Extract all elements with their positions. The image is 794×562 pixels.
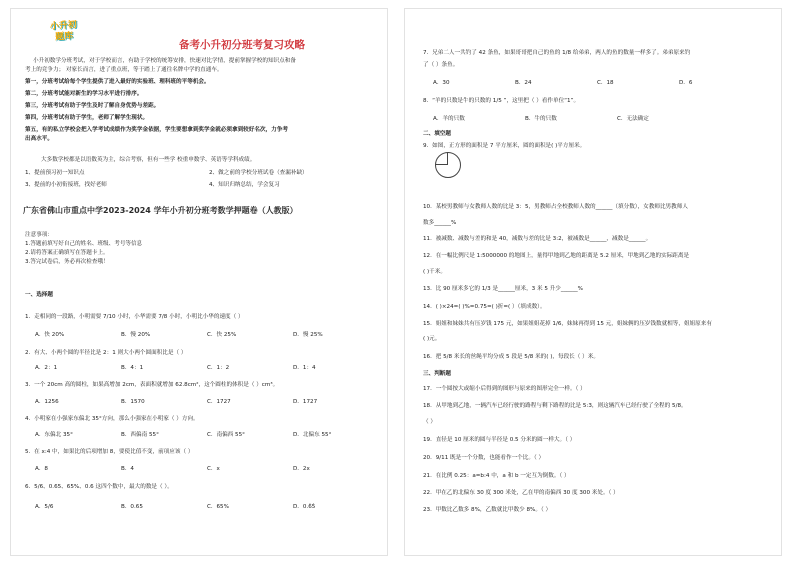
point-5-cont: 出高水平。 [25, 136, 53, 142]
q4-option-b: B．西偏南 55° [121, 432, 159, 438]
q2-option-c: C．1：2 [207, 365, 230, 371]
page-left [10, 8, 388, 556]
q1-option-c: C．快 25% [207, 332, 237, 338]
q7-option-a: A．30 [433, 80, 450, 86]
publisher-logo: 小升初 题库 [49, 20, 78, 43]
q6-option-b: B．0.65 [121, 504, 143, 510]
question-23: 23．甲数比乙数多 8%，乙数就比甲数少 8%。（ ） [423, 507, 552, 513]
page-right [404, 8, 782, 556]
tip-2: 2、做之前的学校分班试卷（查漏补缺） [209, 170, 308, 176]
tip-3: 3、提前的小初衔接班，找好老师 [25, 182, 107, 188]
question-2: 2．有大、小两个圆的半径比是 2：1 则大小两个圆面积比是（ ） [25, 350, 187, 356]
question-3: 3．一个 20cm 高的圆柱，如果高增加 2cm，表面积就增加 62.8cm²，这个圆柱的体积是（ ）cm³。 [25, 382, 279, 388]
question-8: 8．“羊的只数是牛的只数的 1/5 ”，这里把（ ）看作单位“1”。 [423, 98, 580, 104]
q8-option-c: C．无法确定 [617, 116, 649, 122]
q5-option-d: D．2x [293, 466, 310, 472]
q3-option-c: C．1727 [207, 399, 231, 405]
point-5: 第五，有的私立学校会把入学考试成绩作为奖学金依据，学生要想拿到奖学金就必须拿到较好名次，力争考 [25, 127, 288, 133]
q4-option-a: A．东偏北 35° [35, 432, 73, 438]
q3-option-b: B．1570 [121, 399, 145, 405]
inner-square-figure [435, 152, 448, 165]
notice-1: 1.答题前填写好自己的姓名、班级、考号等信息 [25, 241, 143, 247]
q8-option-b: B．牛的只数 [525, 116, 557, 122]
tip-4: 4、知识归纳总结，学会复习 [209, 182, 280, 188]
notice-3: 3.答完试卷后，务必再次检查哦！ [25, 259, 109, 265]
section-fill: 二、填空题 [423, 131, 451, 137]
section-judge: 三、判断题 [423, 371, 451, 377]
question-21: 21．在比例 0.25：a=b:4 中，a 和 b 一定互为倒数。（ ） [423, 473, 570, 479]
question-4: 4．小明家在小强家东偏北 35°方向，那么小强家在小明家（ ）方向。 [25, 416, 199, 422]
guide-title: 备考小升初分班考复习攻略 [179, 39, 305, 51]
q7-option-d: D．6 [679, 80, 693, 86]
point-1: 第一，分班考试给每个学生提供了进入最好的实验班、理科班的平等机会。 [25, 79, 210, 85]
question-14: 14．( )×24=( )%=0.75=( )折=( ）（填成数）。 [423, 304, 546, 310]
q7-option-b: B．24 [515, 80, 532, 86]
question-10-cont: 数多______% [423, 220, 457, 226]
question-6: 6．5/6、0.65、65%、0.6 这四个数中，最大的数是（ ）。 [25, 484, 173, 490]
question-18-cont: （ ） [423, 419, 436, 425]
notice-heading: 注意事项： [25, 232, 53, 238]
q2-option-d: D．1：4 [293, 365, 316, 371]
section-choice: 一、选择题 [25, 292, 53, 298]
q2-option-a: A．2：1 [35, 365, 58, 371]
q8-option-a: A．羊的只数 [433, 116, 465, 122]
question-5: 5．在 x:4 中，如果比的后项增加 8，要使比值不变，前项应该（ ） [25, 449, 194, 455]
point-4: 第四，分班考试有助于学生，老师了解学生现状。 [25, 115, 149, 121]
q6-option-a: A．5/6 [35, 504, 54, 510]
question-16: 16．把 5/8 米长的丝绳平均分成 5 段是 5/8 米的( )，每段长（ ）米。 [423, 354, 599, 360]
q4-option-c: C．南偏西 55° [207, 432, 245, 438]
q2-option-b: B．4：1 [121, 365, 144, 371]
q1-option-d: D．慢 25% [293, 332, 323, 338]
question-7: 7．兄弟二人一共钓了 42 条鱼，如果哥哥把自己的鱼的 1/8 给弟弟，两人的鱼的数量一样多了。弟弟原来钓 [423, 50, 691, 56]
question-18: 18．从甲地到乙地，一辆汽车已经行驶的路程与剩下路程的比是 5:3，则这辆汽车已经行驶了全程的 5/8。 [423, 403, 687, 409]
question-19: 19．直径是 10 厘米的圆与半径是 0.5 分米的圆一样大。（ ） [423, 437, 576, 443]
q5-option-a: A．8 [35, 466, 48, 472]
question-12-cont: ( )千米。 [423, 269, 446, 275]
tip-1: 1、提前预习初一知识点 [25, 170, 85, 176]
q4-option-d: D．北偏东 55° [293, 432, 332, 438]
exam-title: 广东省佛山市重点中学2023-2024 学年小升初分班考数学押题卷（人教版） [23, 206, 298, 215]
q1-option-b: B．慢 20% [121, 332, 151, 338]
tips-intro: 大多数学校都是以语数英为主，综合考察，但有一些学 校重申数学、英语等学科成绩。 [41, 157, 256, 163]
q3-option-d: D．1727 [293, 399, 318, 405]
q3-option-a: A．1256 [35, 399, 59, 405]
notice-2: 2.请将答案正确填写在答题卡上。 [25, 250, 109, 256]
point-3: 第三，分班考试有助于学生及时了解自身优势与差距。 [25, 103, 160, 109]
intro-line-1: 小升初数学分班考试，对于学校而言，有助于学校的统筹安排，快速对比学情，提前掌握学校的知识点和备 [33, 58, 296, 64]
q6-option-d: D．0.6̇5̇ [293, 504, 316, 510]
question-22: 22．甲在乙的北偏东 30 度 300 米处，乙在甲的南偏西 30 度 300 米处。（ ） [423, 490, 619, 496]
q5-option-b: B．4 [121, 466, 134, 472]
point-2: 第二，分班考试能对新生的学习水平进行排序。 [25, 91, 143, 97]
q7-option-c: C．18 [597, 80, 614, 86]
q5-option-c: C．x [207, 466, 220, 472]
question-9: 9．如图，正方形的面积是 7 平方厘米，圆的面积是( )平方厘米。 [423, 143, 586, 149]
question-17: 17．一个圆按大或缩小后得到的图形与原来的图形完全一样。（ ） [423, 386, 586, 392]
question-10: 10．某校男教师与女教师人数的比是 3：5，男教师占全校教师人数的______（填分数），女教师比男教师人 [423, 204, 688, 210]
question-7-cont: 了（ ）条鱼。 [423, 62, 459, 68]
intro-line-2: 考上的竞争力； 对家长而言，进了重点班，等于踏上了通往名牌中学的直通车。 [25, 67, 223, 73]
question-1: 1．走相同的一段路，小明需要 7/10 小时，小华需要 7/8 小时，小明比小华的速度（ ） [25, 314, 244, 320]
q6-option-c: C．65% [207, 504, 229, 510]
question-12: 12．在一幅比例尺是 1:5000000 的地图上，量得甲地到乙地的距离是 5.2 厘米，甲地到乙地的实际距离是 [423, 253, 690, 259]
q1-option-a: A．快 20% [35, 332, 65, 338]
question-15: 15．姐姐和妹妹共有压岁钱 175 元，如果姐姐花掉 1/6，妹妹再得到 15 元，姐妹俩的压岁钱数就相等，姐姐原来有 [423, 321, 712, 327]
question-20: 20．9/11 既是一个分数，也能看作一个比。（ ） [423, 455, 545, 461]
question-11: 11．被减数、减数与差的和是 40，减数与差的比是 3:2，被减数是______，减数是______。 [423, 236, 652, 242]
question-13: 13．比 90 厘米多它的 1/3 是______厘米，3 米 5 升少______% [423, 286, 583, 292]
question-15-cont: ( )元。 [423, 336, 441, 342]
